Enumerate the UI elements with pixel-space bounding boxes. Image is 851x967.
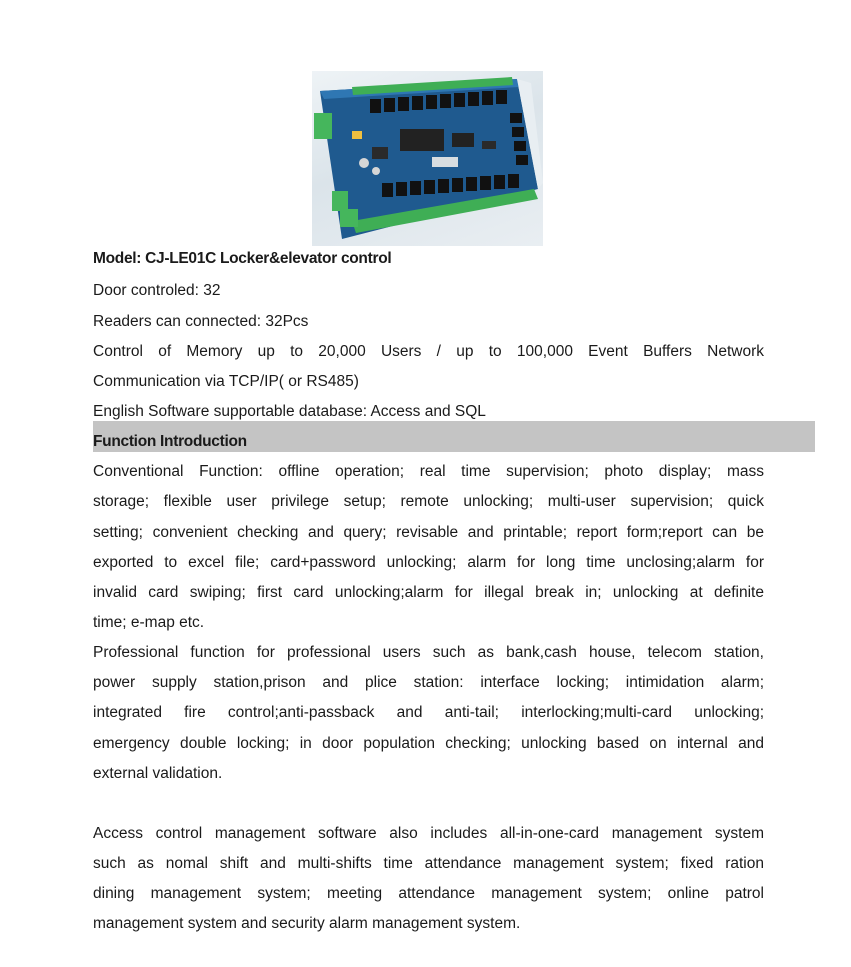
readers-spec: Readers can connected: 32Pcs <box>93 313 309 330</box>
conventional-line: Conventional Function: offline operation; real time supervision; photo display; mass <box>93 463 764 480</box>
professional-line: emergency double locking; in door population checking; unlocking based on internal and <box>93 735 764 752</box>
door-spec: Door controled: 32 <box>93 282 221 299</box>
controller-board-photo <box>312 71 543 246</box>
software-info-line: such as nomal shift and multi-shifts time attendance management system; fixed ration <box>93 855 764 872</box>
software-info-line: management system and security alarm management system. <box>93 915 521 932</box>
conventional-line: invalid card swiping; first card unlocking;alarm for illegal break in; unlocking at definite <box>93 584 764 601</box>
memory-spec-line-1: Control of Memory up to 20,000 Users / up to 100,000 Event Buffers Network <box>93 343 764 360</box>
professional-line: Professional function for professional users such as bank,cash house, telecom station, <box>93 644 764 661</box>
model-heading: Model: CJ-LE01C Locker&elevator control <box>93 250 392 267</box>
section-title: Function Introduction <box>93 433 247 450</box>
software-info-line: Access control management software also includes all-in-one-card management system <box>93 825 764 842</box>
software-info-line: dining management system; meeting attendance management system; online patrol <box>93 885 764 902</box>
memory-spec-line-2: Communication via TCP/IP( or RS485) <box>93 373 359 390</box>
controller-board-image <box>312 71 543 246</box>
conventional-line: setting; convenient checking and query; revisable and printable; report form;report can be <box>93 524 764 541</box>
software-spec: English Software supportable database: Access and SQL <box>93 403 486 420</box>
professional-line: external validation. <box>93 765 223 782</box>
professional-line: power supply station,prison and plice station: interface locking; intimidation alarm; <box>93 674 764 691</box>
conventional-line: exported to excel file; card+password unlocking; alarm for long time unclosing;alarm for <box>93 554 764 571</box>
conventional-line: time; e-map etc. <box>93 614 205 631</box>
professional-line: integrated fire control;anti-passback and anti-tail; interlocking;multi-card unlocking; <box>93 704 764 721</box>
conventional-line: storage; flexible user privilege setup; remote unlocking; multi-user supervision; quick <box>93 493 764 510</box>
